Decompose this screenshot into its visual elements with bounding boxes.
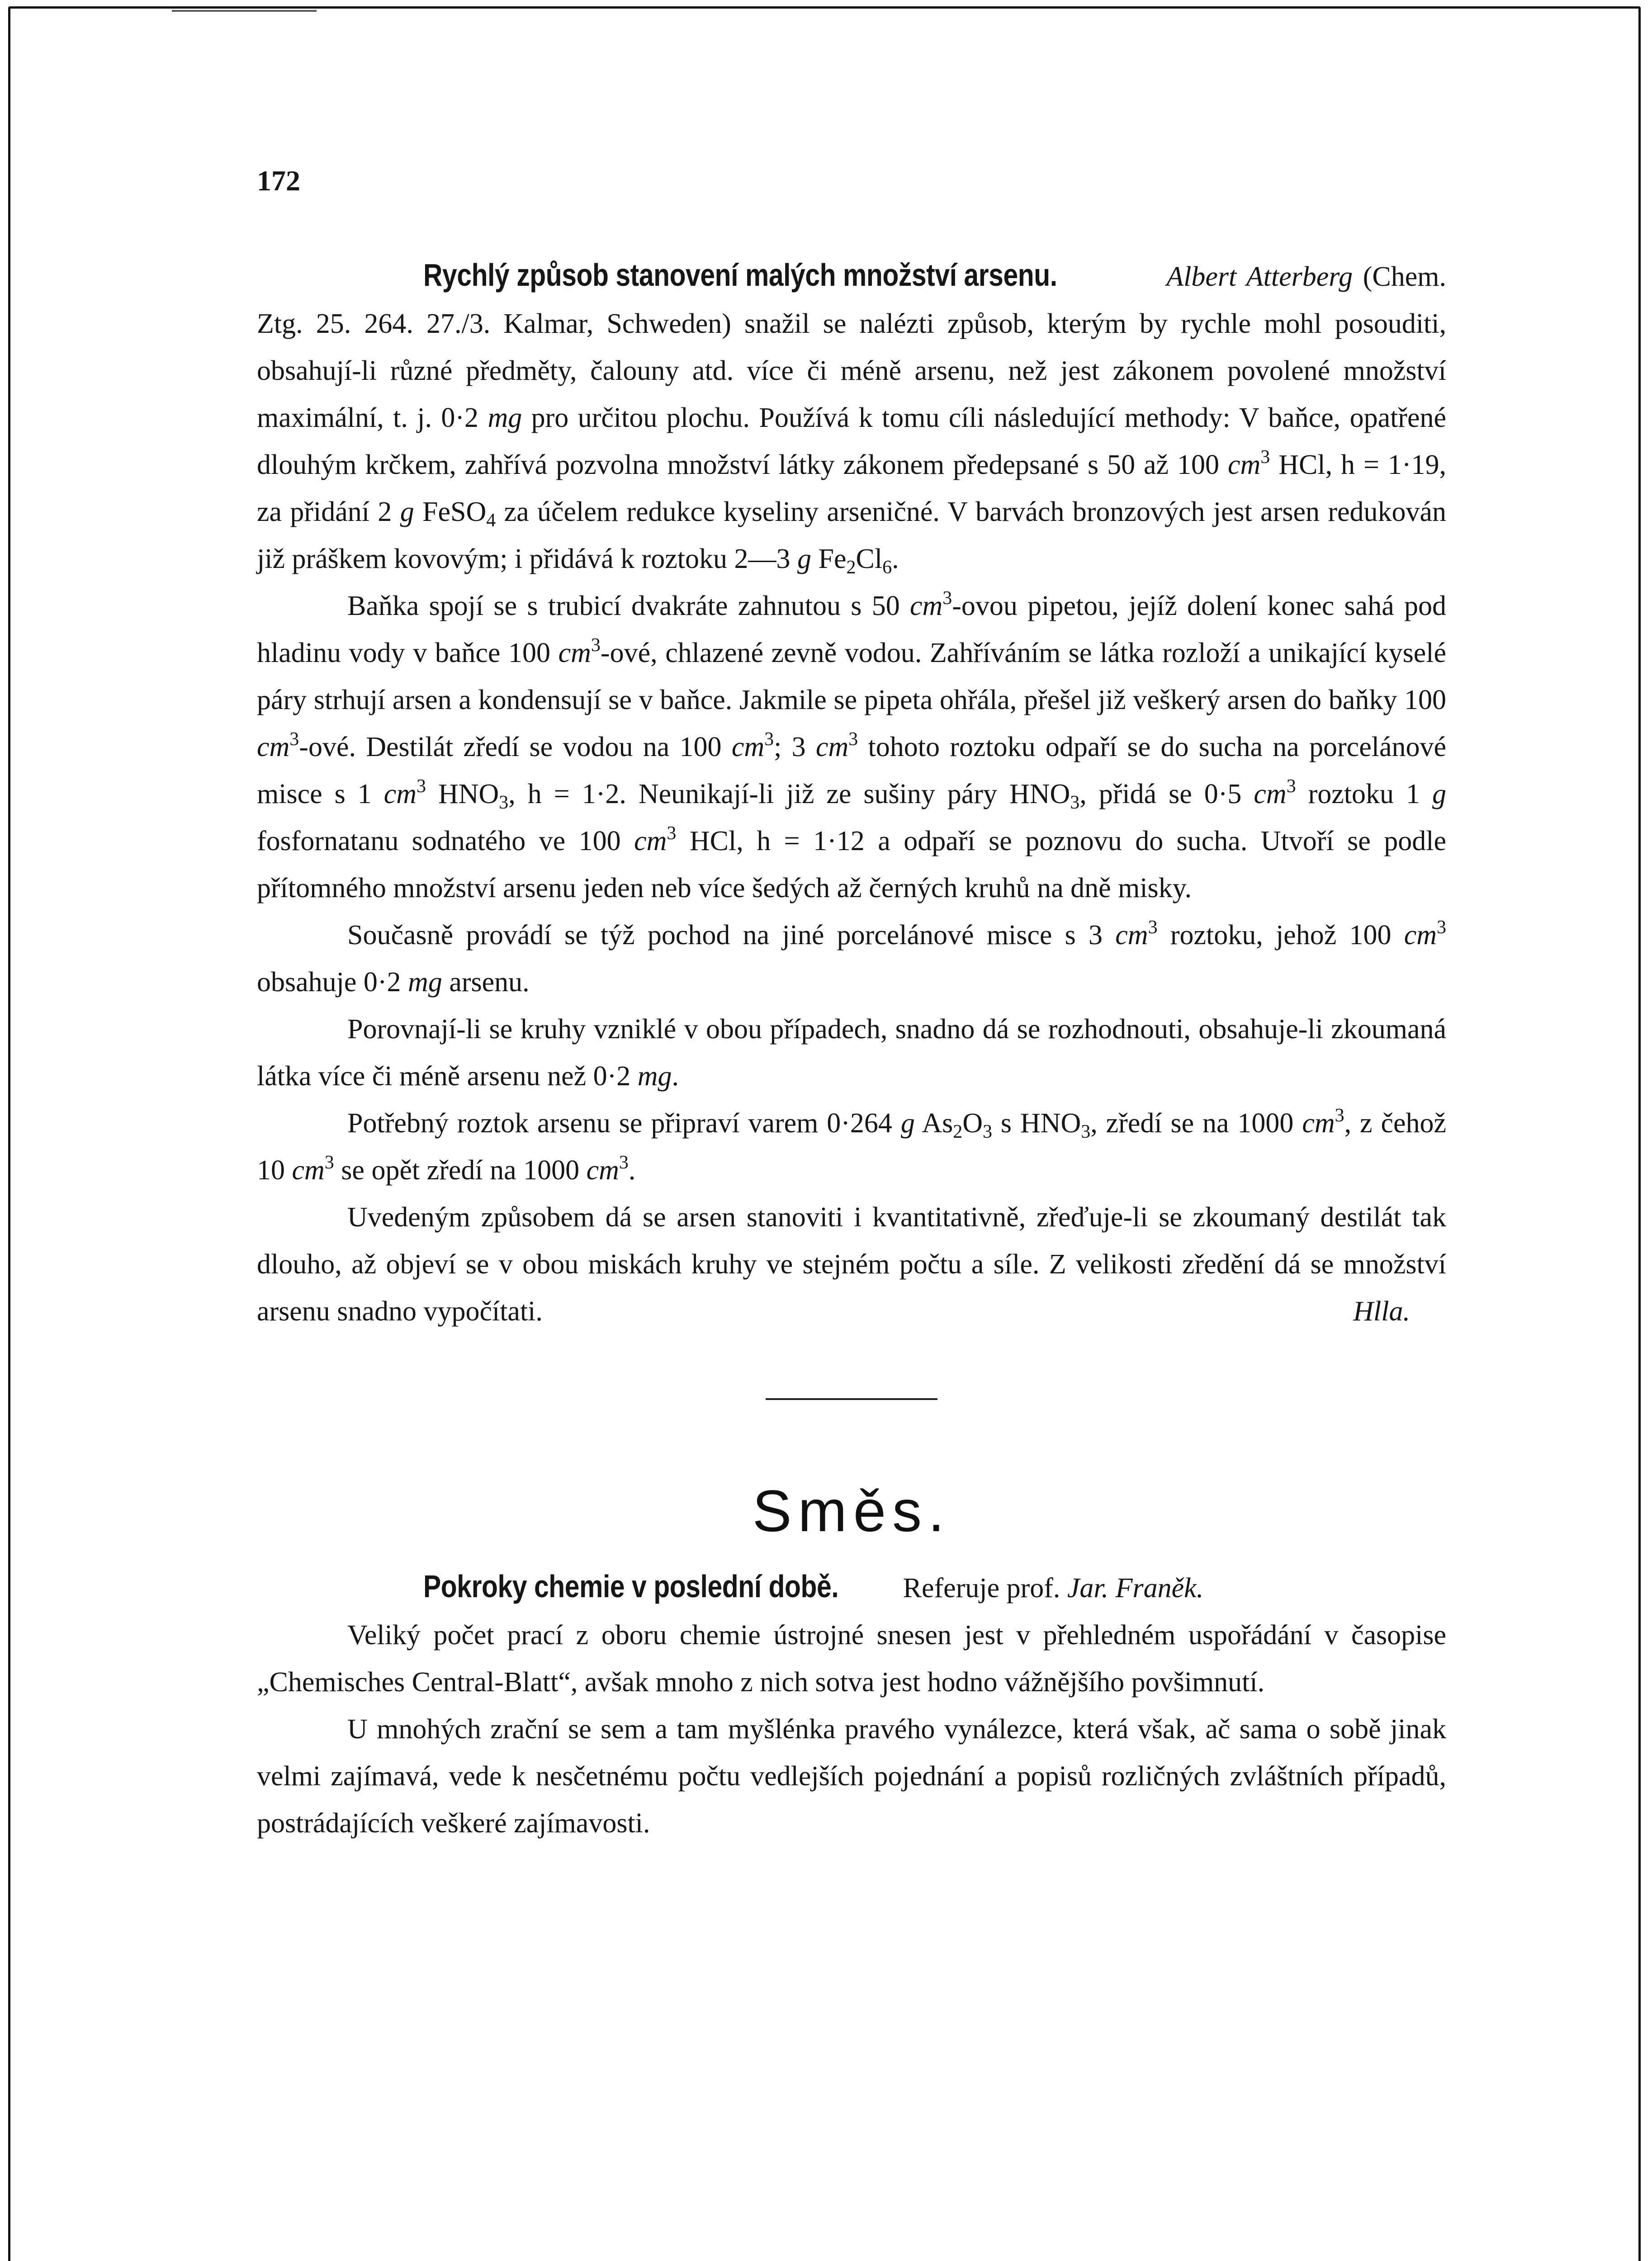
article1-paragraph-2 — [257, 582, 1446, 912]
text-run: Porovnají-li se kruhy vzniklé v obou případech, snadno dá se rozhodnouti, obsahuje-li zkoumaná látka více či méně arsenu než 0·2 — [257, 1014, 1446, 1092]
subscript: 3 — [499, 792, 509, 813]
article1-paragraph-3 — [257, 912, 1446, 1006]
text-run: fosfornatanu sodnatého ve 100 — [257, 826, 634, 856]
article1-paragraph-4 — [257, 1006, 1446, 1100]
text-run: Současně provádí se týž pochod na jiné porcelánové misce s 3 — [347, 920, 1116, 951]
unit-cm: cm — [586, 1155, 619, 1186]
article2-referee-prefix: Referuje prof. — [903, 1573, 1060, 1604]
subscript: 6 — [882, 557, 892, 578]
subscript: 3 — [1081, 1121, 1091, 1142]
text-run: obsahuje 0·2 — [257, 967, 408, 998]
text-run: -ové. Destilát zředí se vodou na 100 — [299, 732, 732, 762]
subscript: 2 — [846, 557, 856, 578]
text-run: pro určitou plochu. Používá k tomu cíli následující methody: V baňce, opatřené dlouhým krčkem, zahřívá pozvolna množství látky zákonem předepsané s 50 až 100 — [257, 402, 1446, 480]
article2-paragraph-0 — [257, 1563, 1446, 1612]
article1-citation: (Chem. Ztg. 25. 264. 27./3. Kalmar, Schweden) — [257, 261, 1447, 339]
unit-mg: mg — [488, 402, 522, 433]
unit-g: g — [400, 497, 414, 527]
unit-cm: cm — [558, 638, 591, 668]
unit-g: g — [1432, 779, 1447, 809]
unit-cm: cm — [1254, 779, 1287, 809]
superscript: 3 — [591, 635, 601, 656]
subscript: 2 — [953, 1121, 963, 1142]
section-divider — [766, 1398, 937, 1400]
article1-paragraph-5 — [257, 1100, 1446, 1194]
text-run: snažil se nalézti způsob, kterým by rychle mohl posouditi, obsahují-li různé předměty, čalouny atd. více či méně arsenu, než jest zákonem povolené množství maximální, t. j. 0·2 — [257, 308, 1446, 433]
article1-paragraph-1 — [257, 251, 1446, 582]
unit-mg: mg — [637, 1061, 672, 1092]
text-run: , přidá se 0·5 — [1079, 779, 1254, 809]
text-run: tohoto roztoku odpaří se do sucha na porcelánové misce s 1 — [257, 732, 1446, 809]
superscript: 3 — [619, 1152, 629, 1173]
superscript: 3 — [1437, 917, 1446, 938]
superscript: 3 — [1260, 447, 1270, 468]
text-run: FeSO — [414, 497, 487, 527]
unit-cm: cm — [731, 732, 765, 762]
text-run: Fe — [811, 544, 847, 574]
text-run: , z čehož 10 — [257, 1108, 1447, 1186]
text-run: s HNO — [992, 1108, 1081, 1139]
text-run: . — [892, 544, 899, 574]
text-run: , h = 1·2. Neunikají-li již ze sušiny páry HNO — [508, 779, 1070, 809]
text-run: Baňka spojí se s trubicí dvakráte zahnutou s 50 — [347, 591, 910, 621]
text-run: , zředí se na 1000 — [1090, 1108, 1302, 1139]
unit-cm: cm — [383, 779, 417, 809]
text-run: se opět zředí na 1000 — [334, 1155, 587, 1186]
text-run: ; 3 — [774, 732, 816, 762]
section-title: Směs. — [752, 1478, 951, 1544]
text-run: roztoku 1 — [1296, 779, 1433, 809]
text-run: O — [962, 1108, 983, 1139]
text-run: Potřebný roztok arsenu se připraví varem 0·264 — [347, 1108, 901, 1139]
text-run: Cl — [856, 544, 883, 574]
text-run: . — [672, 1061, 679, 1092]
scan-mark — [172, 10, 317, 12]
text-run: roztoku, jehož 100 — [1157, 920, 1404, 951]
article2-referee: Jar. Franěk. — [1067, 1573, 1204, 1604]
text-run: za účelem redukce kyseliny arseničné. V barvách bronzových jest arsen redukován již práškem kovovým; i přidává k roztoku 2—3 — [257, 497, 1446, 574]
superscript: 3 — [1335, 1105, 1344, 1126]
unit-mg: mg — [408, 967, 442, 998]
article2-paragraph-2: U mnohých zrační se sem a tam myšlénka pravého vynálezce, která však, ač sama o sobě jinak velmi zajímavá, vede k nesčetnému počtu vedlejších pojednání a popisů rozličných zvláštních případů, postrádajících veškeré zajímavosti. — [257, 1714, 1446, 1839]
superscript: 3 — [416, 776, 426, 797]
article1-title: Rychlý způsob stanovení malých množství arsenu. — [423, 257, 1057, 293]
unit-cm: cm — [1115, 920, 1148, 951]
superscript: 3 — [1148, 917, 1158, 938]
subscript: 4 — [486, 510, 496, 531]
unit-g: g — [900, 1108, 915, 1139]
article2-paragraph-1: Veliký počet prací z oboru chemie ústrojné snesen jest v přehledném uspořádání v časopise „Chemisches Central-Blatt“, avšak mnoho z nich sotva jest hodno vážnějšího povšimnutí. — [257, 1620, 1446, 1698]
superscript: 3 — [848, 729, 858, 750]
subscript: 3 — [983, 1121, 993, 1142]
article1-author: Albert Atterberg — [1166, 261, 1353, 292]
unit-g: g — [797, 544, 811, 574]
text-run: -ové, chlazené zevně vodou. Zahříváním se látka rozloží a unikající kyselé páry strhují arsen a kondensují se v baňce. Jakmile se pipeta ohřála, přešel již veškerý arsen do baňky 100 — [257, 638, 1446, 715]
article1-signature: Hlla. — [1353, 1296, 1410, 1327]
text-run: arsenu. — [442, 967, 530, 998]
unit-cm: cm — [634, 826, 667, 856]
page-content — [257, 163, 1446, 1847]
unit-cm: cm — [815, 732, 849, 762]
unit-cm: cm — [909, 591, 943, 621]
article1-paragraph-6: Uvedeným způsobem dá se arsen stanoviti i kvantitativně, zřeďuje-li se zkoumaný destilát tak dlouho, až objeví se v obou miskách kruhy ve stejném počtu a síle. Z velikosti zředění dá se množství arsenu snadno vypočítati. — [257, 1202, 1446, 1327]
superscript: 3 — [942, 588, 952, 609]
text-run: -ovou pipetou, jejíž dolení konec sahá pod hladinu vody v baňce 100 — [257, 591, 1446, 668]
unit-cm: cm — [1302, 1108, 1335, 1139]
superscript: 3 — [764, 729, 774, 750]
text-run: . — [628, 1155, 636, 1186]
superscript: 3 — [1286, 776, 1296, 797]
text-run: HCl, h = 1·19, za přidání 2 — [257, 449, 1447, 527]
unit-cm: cm — [257, 732, 290, 762]
text-run: As — [914, 1108, 953, 1139]
unit-cm: cm — [1227, 449, 1261, 480]
text-run: HNO — [426, 779, 499, 809]
page-number: 172 — [257, 165, 300, 197]
superscript: 3 — [324, 1152, 334, 1173]
text-run: HCl, h = 1·12 a odpaří se poznovu do sucha. Utvoří se podle přítomného množství arsenu jeden neb více šedých až černých kruhů na dně misky. — [257, 826, 1446, 903]
unit-cm: cm — [1404, 920, 1437, 951]
unit-cm: cm — [292, 1155, 325, 1186]
superscript: 3 — [289, 729, 299, 750]
superscript: 3 — [667, 823, 677, 844]
article2-title: Pokroky chemie v poslední době. — [423, 1569, 839, 1604]
subscript: 3 — [1070, 792, 1080, 813]
